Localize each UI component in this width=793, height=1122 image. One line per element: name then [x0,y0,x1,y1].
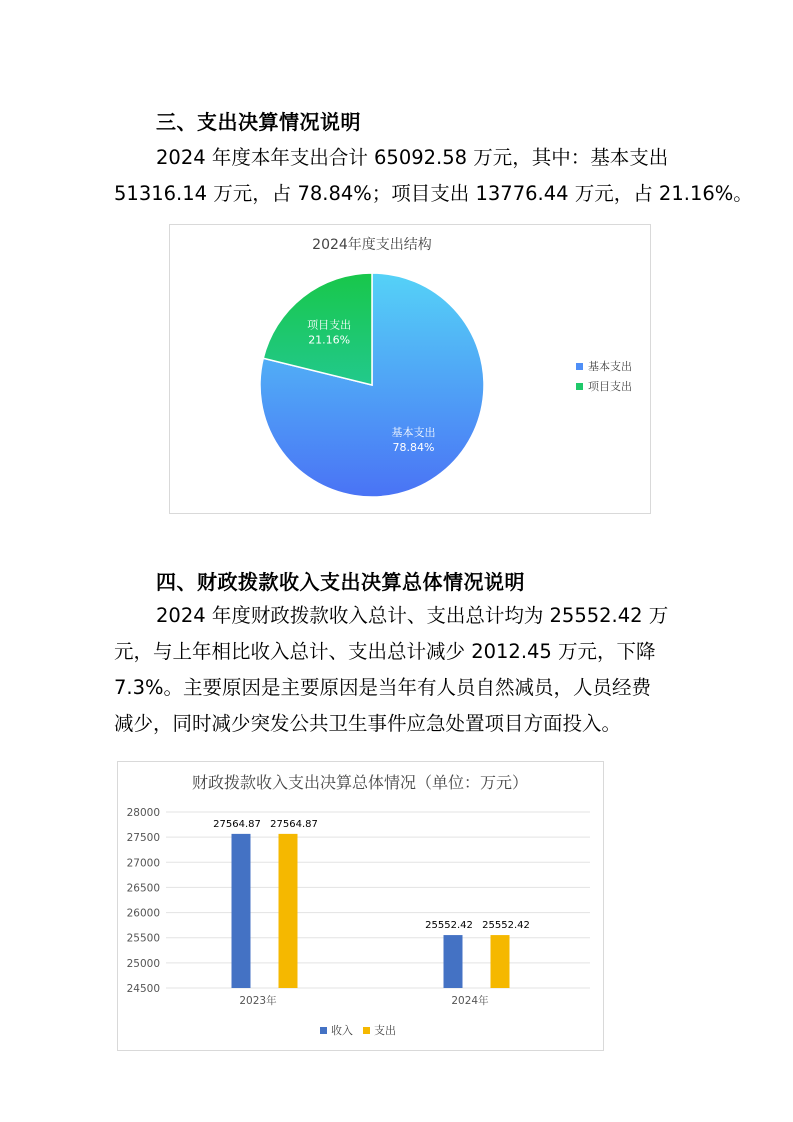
pie-legend-swatch [576,383,583,390]
bar-value-label: 25552.42 [482,920,530,932]
bar-title: 财政拨款收入支出决算总体情况（单位：万元） [191,773,529,792]
pie-chart [169,224,651,514]
bar-收入 [444,935,463,988]
bar-value-label: 27564.87 [270,818,318,830]
bar-y-tick: 26500 [126,882,160,895]
pie-chart-svg [170,225,650,513]
section3-line-1: 2024 年度本年支出合计 65092.58 万元，其中：基本支出 [156,146,669,169]
section4-line-1: 2024 年度财政拨款收入总计、支出总计均为 25552.42 万 [156,604,669,627]
section3-paragraph [114,140,753,212]
bar-value-label: 27564.87 [213,818,261,830]
bar-支出 [491,935,510,988]
bar-chart-svg [118,762,603,1050]
bar-chart [117,761,604,1051]
bar-支出 [279,834,298,988]
pie-legend-label: 项目支出 [588,380,632,393]
pie-title: 2024年度支出结构 [312,237,432,253]
section4-paragraph [114,598,680,742]
section4-heading: 四、财政拨款收入支出决算总体情况说明 [156,570,525,594]
bar-y-tick: 27500 [126,832,160,845]
bar-y-tick: 24500 [126,983,160,995]
section4-line-3: 7.3%。主要原因是主要原因是当年有人员自然减员，人员经费 [114,676,652,699]
section3-line-2: 51316.14 万元，占 78.84%；项目支出 13776.44 万元，占 21.16%。 [114,182,753,205]
bar-收入 [232,834,251,988]
pie-label-name: 基本支出 [391,425,436,439]
section4-line-4: 减少，同时减少突发公共卫生事件应急处置项目方面投入。 [114,712,622,735]
bar-y-tick: 26000 [126,907,160,920]
bar-y-tick: 25500 [126,932,160,945]
pie-label-value: 78.84% [392,440,435,454]
bar-x-tick: 2023年 [239,995,277,1007]
bar-y-tick: 25000 [126,957,160,970]
pie-label-name: 项目支出 [307,318,352,332]
bar-value-label: 25552.42 [425,920,473,932]
section4-line-2: 元，与上年相比收入总计、支出总计减少 2012.45 万元，下降 [114,640,656,663]
pie-label-value: 21.16% [308,333,351,347]
bar-y-tick: 28000 [126,807,160,819]
section3-heading: 三、支出决算情况说明 [156,110,361,134]
pie-legend-label: 基本支出 [588,360,632,373]
bar-legend-label: 收入 [331,1024,353,1037]
pie-legend-swatch [576,363,583,370]
bar-y-tick: 27000 [126,857,160,870]
bar-legend-swatch [363,1027,370,1034]
bar-x-tick: 2024年 [451,995,489,1007]
bar-legend-label: 支出 [374,1024,396,1037]
bar-legend-swatch [320,1027,327,1034]
